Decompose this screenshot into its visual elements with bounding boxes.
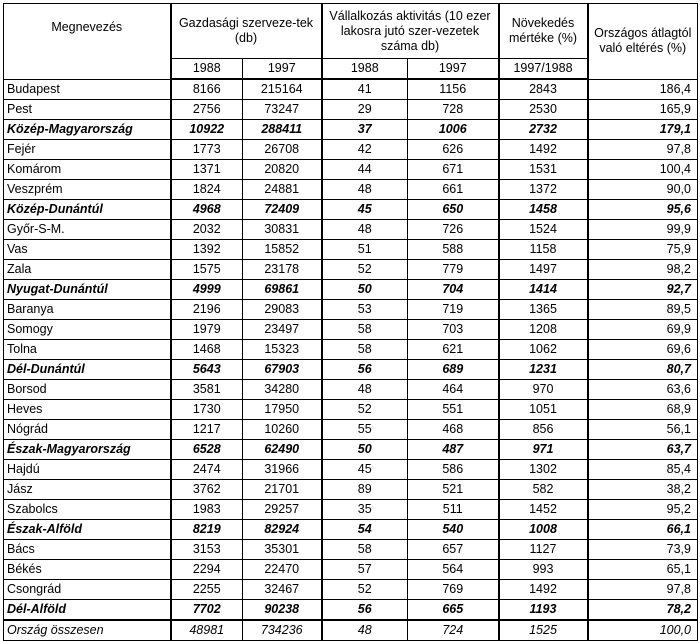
cell-name: Békés bbox=[4, 560, 171, 580]
cell-activity-1997: 468 bbox=[408, 420, 499, 440]
cell-companies-1988: 2294 bbox=[171, 560, 243, 580]
cell-companies-1988: 4968 bbox=[171, 200, 243, 220]
cell-companies-1988: 8166 bbox=[171, 79, 243, 100]
cell-companies-1997: 73247 bbox=[243, 100, 322, 120]
cell-companies-1997: 23178 bbox=[243, 260, 322, 280]
cell-companies-1988: 1468 bbox=[171, 340, 243, 360]
header-activity: Vállalkozás aktivitás (10 ezer lakosra jutó szer-vezetek száma db) bbox=[322, 4, 499, 59]
cell-companies-1988: 1217 bbox=[171, 420, 243, 440]
cell-name: Tolna bbox=[4, 340, 171, 360]
cell-companies-1997: 21701 bbox=[243, 480, 322, 500]
cell-companies-1988: 48981 bbox=[171, 620, 243, 641]
cell-companies-1997: 734236 bbox=[243, 620, 322, 641]
cell-growth: 1231 bbox=[499, 360, 588, 380]
cell-growth: 1525 bbox=[499, 620, 588, 641]
cell-deviation: 90,0 bbox=[588, 180, 698, 200]
cell-deviation: 95,6 bbox=[588, 200, 698, 220]
cell-companies-1988: 1773 bbox=[171, 140, 243, 160]
cell-growth: 1492 bbox=[499, 580, 588, 600]
cell-activity-1988: 37 bbox=[322, 120, 408, 140]
cell-activity-1988: 50 bbox=[322, 280, 408, 300]
cell-growth: 1062 bbox=[499, 340, 588, 360]
cell-deviation: 75,9 bbox=[588, 240, 698, 260]
cell-activity-1997: 719 bbox=[408, 300, 499, 320]
cell-companies-1997: 15323 bbox=[243, 340, 322, 360]
cell-growth: 1208 bbox=[499, 320, 588, 340]
cell-companies-1988: 5643 bbox=[171, 360, 243, 380]
cell-activity-1997: 464 bbox=[408, 380, 499, 400]
cell-growth: 1458 bbox=[499, 200, 588, 220]
cell-activity-1997: 661 bbox=[408, 180, 499, 200]
table-row bbox=[4, 460, 698, 480]
table-row-region-total bbox=[4, 440, 698, 460]
cell-activity-1988: 57 bbox=[322, 560, 408, 580]
cell-name: Győr-S-M. bbox=[4, 220, 171, 240]
table-row bbox=[4, 160, 698, 180]
cell-deviation: 66,1 bbox=[588, 520, 698, 540]
cell-activity-1997: 626 bbox=[408, 140, 499, 160]
cell-growth: 1127 bbox=[499, 540, 588, 560]
table-row bbox=[4, 560, 698, 580]
cell-companies-1988: 2756 bbox=[171, 100, 243, 120]
cell-growth: 1158 bbox=[499, 240, 588, 260]
cell-companies-1988: 3762 bbox=[171, 480, 243, 500]
regional-statistics-table bbox=[3, 3, 698, 641]
cell-companies-1997: 23497 bbox=[243, 320, 322, 340]
header-companies-1988: 1988 bbox=[171, 59, 243, 80]
header-companies-1997: 1997 bbox=[243, 59, 322, 80]
table-row bbox=[4, 79, 698, 100]
cell-name: Ország összesen bbox=[4, 620, 171, 641]
cell-companies-1988: 1392 bbox=[171, 240, 243, 260]
cell-companies-1997: 26708 bbox=[243, 140, 322, 160]
cell-companies-1997: 15852 bbox=[243, 240, 322, 260]
cell-activity-1997: 1156 bbox=[408, 79, 499, 100]
cell-name: Észak-Magyarország bbox=[4, 440, 171, 460]
table-row-region-total bbox=[4, 520, 698, 540]
header-activity-1997: 1997 bbox=[408, 59, 499, 80]
cell-activity-1988: 48 bbox=[322, 380, 408, 400]
cell-growth: 1497 bbox=[499, 260, 588, 280]
cell-name: Hajdú bbox=[4, 460, 171, 480]
cell-growth: 1051 bbox=[499, 400, 588, 420]
table-row-region-total bbox=[4, 120, 698, 140]
cell-companies-1997: 67903 bbox=[243, 360, 322, 380]
table-row bbox=[4, 140, 698, 160]
cell-activity-1988: 56 bbox=[322, 360, 408, 380]
cell-companies-1988: 2255 bbox=[171, 580, 243, 600]
cell-companies-1997: 82924 bbox=[243, 520, 322, 540]
cell-activity-1997: 551 bbox=[408, 400, 499, 420]
cell-companies-1988: 4999 bbox=[171, 280, 243, 300]
cell-activity-1997: 665 bbox=[408, 600, 499, 621]
table-row bbox=[4, 580, 698, 600]
cell-activity-1988: 50 bbox=[322, 440, 408, 460]
table-row-region-total bbox=[4, 360, 698, 380]
cell-companies-1988: 8219 bbox=[171, 520, 243, 540]
cell-companies-1997: 215164 bbox=[243, 79, 322, 100]
cell-companies-1997: 32467 bbox=[243, 580, 322, 600]
cell-companies-1997: 35301 bbox=[243, 540, 322, 560]
cell-growth: 1365 bbox=[499, 300, 588, 320]
cell-activity-1997: 621 bbox=[408, 340, 499, 360]
cell-activity-1997: 540 bbox=[408, 520, 499, 540]
cell-companies-1988: 7702 bbox=[171, 600, 243, 621]
cell-activity-1988: 58 bbox=[322, 540, 408, 560]
cell-deviation: 63,7 bbox=[588, 440, 698, 460]
cell-companies-1997: 90238 bbox=[243, 600, 322, 621]
cell-deviation: 69,9 bbox=[588, 320, 698, 340]
header-name: Megnevezés bbox=[4, 4, 171, 80]
cell-companies-1988: 1979 bbox=[171, 320, 243, 340]
cell-activity-1988: 48 bbox=[322, 620, 408, 641]
cell-activity-1997: 511 bbox=[408, 500, 499, 520]
table-row-country-total bbox=[4, 620, 698, 641]
cell-growth: 1452 bbox=[499, 500, 588, 520]
cell-deviation: 99,9 bbox=[588, 220, 698, 240]
cell-name: Dél-Alföld bbox=[4, 600, 171, 621]
cell-deviation: 179,1 bbox=[588, 120, 698, 140]
cell-activity-1997: 724 bbox=[408, 620, 499, 641]
cell-activity-1988: 48 bbox=[322, 180, 408, 200]
cell-deviation: 78,2 bbox=[588, 600, 698, 621]
cell-name: Észak-Alföld bbox=[4, 520, 171, 540]
cell-activity-1997: 769 bbox=[408, 580, 499, 600]
cell-growth: 2530 bbox=[499, 100, 588, 120]
cell-growth: 582 bbox=[499, 480, 588, 500]
cell-companies-1988: 2032 bbox=[171, 220, 243, 240]
table-row-region-total bbox=[4, 200, 698, 220]
cell-companies-1988: 6528 bbox=[171, 440, 243, 460]
header-companies: Gazdasági szerveze-tek (db) bbox=[171, 4, 322, 59]
cell-activity-1988: 51 bbox=[322, 240, 408, 260]
cell-companies-1988: 2196 bbox=[171, 300, 243, 320]
cell-companies-1997: 24881 bbox=[243, 180, 322, 200]
cell-deviation: 165,9 bbox=[588, 100, 698, 120]
cell-name: Bács bbox=[4, 540, 171, 560]
cell-companies-1997: 34280 bbox=[243, 380, 322, 400]
cell-deviation: 186,4 bbox=[588, 79, 698, 100]
cell-companies-1988: 10922 bbox=[171, 120, 243, 140]
cell-activity-1988: 41 bbox=[322, 79, 408, 100]
cell-activity-1997: 657 bbox=[408, 540, 499, 560]
cell-activity-1988: 58 bbox=[322, 340, 408, 360]
cell-deviation: 97,8 bbox=[588, 140, 698, 160]
cell-deviation: 98,2 bbox=[588, 260, 698, 280]
cell-activity-1997: 728 bbox=[408, 100, 499, 120]
cell-companies-1988: 1371 bbox=[171, 160, 243, 180]
cell-companies-1997: 20820 bbox=[243, 160, 322, 180]
table-row-region-total bbox=[4, 600, 698, 621]
cell-activity-1988: 45 bbox=[322, 200, 408, 220]
table-body bbox=[4, 79, 698, 641]
cell-deviation: 100,4 bbox=[588, 160, 698, 180]
cell-companies-1997: 31966 bbox=[243, 460, 322, 480]
cell-companies-1988: 3581 bbox=[171, 380, 243, 400]
cell-activity-1997: 586 bbox=[408, 460, 499, 480]
cell-name: Somogy bbox=[4, 320, 171, 340]
cell-activity-1997: 671 bbox=[408, 160, 499, 180]
cell-activity-1988: 44 bbox=[322, 160, 408, 180]
cell-activity-1988: 45 bbox=[322, 460, 408, 480]
cell-name: Zala bbox=[4, 260, 171, 280]
cell-activity-1997: 779 bbox=[408, 260, 499, 280]
cell-name: Közép-Magyarország bbox=[4, 120, 171, 140]
cell-name: Dél-Dunántúl bbox=[4, 360, 171, 380]
cell-companies-1997: 17950 bbox=[243, 400, 322, 420]
cell-growth: 2732 bbox=[499, 120, 588, 140]
cell-companies-1988: 3153 bbox=[171, 540, 243, 560]
cell-companies-1997: 10260 bbox=[243, 420, 322, 440]
table-row bbox=[4, 340, 698, 360]
cell-growth: 1524 bbox=[499, 220, 588, 240]
table-row bbox=[4, 400, 698, 420]
cell-companies-1997: 288411 bbox=[243, 120, 322, 140]
table-row bbox=[4, 180, 698, 200]
cell-activity-1988: 53 bbox=[322, 300, 408, 320]
cell-growth: 2843 bbox=[499, 79, 588, 100]
cell-activity-1997: 726 bbox=[408, 220, 499, 240]
cell-growth: 1193 bbox=[499, 600, 588, 621]
cell-name: Nyugat-Dunántúl bbox=[4, 280, 171, 300]
cell-activity-1988: 29 bbox=[322, 100, 408, 120]
cell-growth: 1302 bbox=[499, 460, 588, 480]
cell-companies-1997: 22470 bbox=[243, 560, 322, 580]
table-row bbox=[4, 300, 698, 320]
cell-activity-1997: 704 bbox=[408, 280, 499, 300]
cell-activity-1997: 588 bbox=[408, 240, 499, 260]
table-row bbox=[4, 260, 698, 280]
cell-name: Komárom bbox=[4, 160, 171, 180]
cell-name: Nógrád bbox=[4, 420, 171, 440]
cell-activity-1997: 650 bbox=[408, 200, 499, 220]
cell-growth: 1372 bbox=[499, 180, 588, 200]
cell-deviation: 80,7 bbox=[588, 360, 698, 380]
cell-name: Jász bbox=[4, 480, 171, 500]
cell-growth: 1492 bbox=[499, 140, 588, 160]
cell-name: Borsod bbox=[4, 380, 171, 400]
table-row bbox=[4, 480, 698, 500]
header-activity-1988: 1988 bbox=[322, 59, 408, 80]
cell-companies-1988: 2474 bbox=[171, 460, 243, 480]
cell-deviation: 63,6 bbox=[588, 380, 698, 400]
cell-activity-1988: 52 bbox=[322, 400, 408, 420]
table-row bbox=[4, 220, 698, 240]
cell-activity-1988: 52 bbox=[322, 260, 408, 280]
header-deviation: Országos átlagtól való eltérés (%) bbox=[588, 4, 698, 80]
header-growth-ratio: 1997/1988 bbox=[499, 59, 588, 80]
regional-statistics-table-container bbox=[3, 3, 698, 641]
cell-deviation: 38,2 bbox=[588, 480, 698, 500]
cell-activity-1988: 54 bbox=[322, 520, 408, 540]
cell-deviation: 56,1 bbox=[588, 420, 698, 440]
cell-activity-1988: 52 bbox=[322, 580, 408, 600]
cell-name: Heves bbox=[4, 400, 171, 420]
table-row-region-total bbox=[4, 280, 698, 300]
cell-name: Veszprém bbox=[4, 180, 171, 200]
cell-name: Budapest bbox=[4, 79, 171, 100]
cell-activity-1997: 1006 bbox=[408, 120, 499, 140]
cell-name: Vas bbox=[4, 240, 171, 260]
table-row bbox=[4, 320, 698, 340]
cell-deviation: 65,1 bbox=[588, 560, 698, 580]
cell-activity-1997: 564 bbox=[408, 560, 499, 580]
cell-name: Fejér bbox=[4, 140, 171, 160]
cell-name: Csongrád bbox=[4, 580, 171, 600]
cell-companies-1997: 72409 bbox=[243, 200, 322, 220]
cell-activity-1997: 521 bbox=[408, 480, 499, 500]
table-row bbox=[4, 540, 698, 560]
table-row bbox=[4, 100, 698, 120]
cell-growth: 970 bbox=[499, 380, 588, 400]
cell-deviation: 95,2 bbox=[588, 500, 698, 520]
cell-growth: 1008 bbox=[499, 520, 588, 540]
cell-growth: 971 bbox=[499, 440, 588, 460]
header-growth: Növekedés mértéke (%) bbox=[499, 4, 588, 59]
table-row bbox=[4, 420, 698, 440]
cell-activity-1988: 42 bbox=[322, 140, 408, 160]
cell-deviation: 68,9 bbox=[588, 400, 698, 420]
cell-companies-1997: 30831 bbox=[243, 220, 322, 240]
cell-activity-1988: 58 bbox=[322, 320, 408, 340]
table-row bbox=[4, 380, 698, 400]
cell-activity-1988: 55 bbox=[322, 420, 408, 440]
cell-deviation: 92,7 bbox=[588, 280, 698, 300]
cell-name: Szabolcs bbox=[4, 500, 171, 520]
cell-deviation: 69,6 bbox=[588, 340, 698, 360]
cell-companies-1997: 29257 bbox=[243, 500, 322, 520]
cell-growth: 856 bbox=[499, 420, 588, 440]
cell-deviation: 73,9 bbox=[588, 540, 698, 560]
cell-growth: 993 bbox=[499, 560, 588, 580]
cell-companies-1988: 1824 bbox=[171, 180, 243, 200]
cell-growth: 1414 bbox=[499, 280, 588, 300]
cell-activity-1988: 35 bbox=[322, 500, 408, 520]
cell-name: Pest bbox=[4, 100, 171, 120]
cell-deviation: 97,8 bbox=[588, 580, 698, 600]
cell-companies-1997: 29083 bbox=[243, 300, 322, 320]
cell-activity-1997: 689 bbox=[408, 360, 499, 380]
cell-companies-1988: 1730 bbox=[171, 400, 243, 420]
cell-activity-1997: 487 bbox=[408, 440, 499, 460]
cell-companies-1997: 69861 bbox=[243, 280, 322, 300]
cell-activity-1997: 703 bbox=[408, 320, 499, 340]
table-row bbox=[4, 500, 698, 520]
cell-deviation: 89,5 bbox=[588, 300, 698, 320]
cell-activity-1988: 89 bbox=[322, 480, 408, 500]
cell-deviation: 100,0 bbox=[588, 620, 698, 641]
cell-companies-1997: 62490 bbox=[243, 440, 322, 460]
cell-companies-1988: 1983 bbox=[171, 500, 243, 520]
cell-name: Baranya bbox=[4, 300, 171, 320]
cell-deviation: 85,4 bbox=[588, 460, 698, 480]
cell-companies-1988: 1575 bbox=[171, 260, 243, 280]
table-row bbox=[4, 240, 698, 260]
cell-name: Közép-Dunántúl bbox=[4, 200, 171, 220]
cell-growth: 1531 bbox=[499, 160, 588, 180]
cell-activity-1988: 48 bbox=[322, 220, 408, 240]
cell-activity-1988: 56 bbox=[322, 600, 408, 621]
